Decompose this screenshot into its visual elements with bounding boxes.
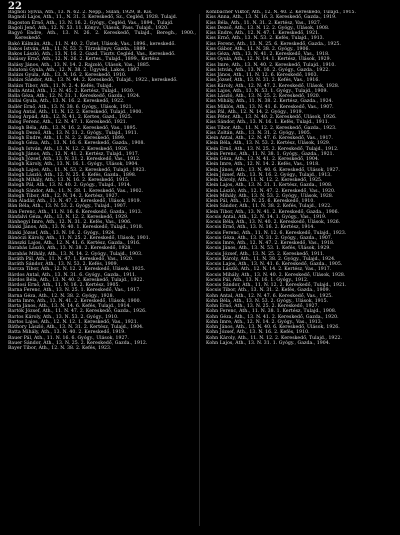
- directory-entry: Balatoni Gyula, Ath., 12. N. 38. 2. Ügyvéd, Lakos, 1897.: [8, 67, 141, 73]
- directory-entry: Kiss Ferenc, Ath., 13. N. 25. 6. Kereskedő, Gazda., 1925.: [206, 41, 341, 47]
- directory-entry: Balla Antal, Ath., 12. N. 45. 2. Kertész, Tulajd., 1930.: [8, 88, 135, 94]
- directory-entry: Kiss Sándor, Ath., 13. N. 16. 1. Kefés, Tulajd., 1911.: [206, 120, 330, 126]
- directory-entry: Kiss Anna, Ath., 13. N. 16. 3. Kereskedő, Gazda., 1919.: [206, 15, 337, 21]
- directory-entry: Barna Ferenc, Ath., 13. N. 25. 1. Kereskedő, Vas., 1917.: [8, 288, 141, 294]
- directory-entry: Bán Aladár, Ath., 13. N. 47. 2. Kereskedő, Ulások, 1919.: [8, 199, 142, 204]
- directory-entry: Baráth Pál, Ath., 11. N. 47. 1. Kereskedő, Vas., 1920.: [8, 256, 134, 262]
- directory-entry: Balogh László, Ath., 12. N. 25. 6. Kefés, Gazda., 1898.: [8, 172, 137, 178]
- directory-entry: Barta János, Ath., 13. N. 14. 6. Kefés, Tulajd., 1914.: [8, 304, 131, 309]
- directory-entry: Klein Antal, Ath., 12. N. 47. 6. Kereskedő, Vas., 1917.: [206, 136, 333, 141]
- directory-entry: Kiss Károly, Ath., 12. N. 47. 2. Kereskedő, Ulások, 1928.: [206, 83, 340, 89]
- directory-entry: Kiss Imre, Ath., 13. N. 40. 2. Kereskedő, Tulajd., 1910.: [206, 62, 336, 68]
- directory-entry: Bagnoli Sylvia, Ath., 13. N. 62. 2. Nepp., Sulan, 1929, B. Kis.: [8, 10, 153, 15]
- column-divider: [199, 14, 200, 526]
- directory-entry: Bagoli Jenő, Ath., 12. N. 53. 11. Könyv., Ulások, Pass. Tulajd., 1920.: [8, 25, 169, 31]
- directory-entry: Barta Imre, Ath., 13. N. 41. 2. Kereskedő, Ulások, 1900.: [8, 298, 142, 304]
- directory-entry: Kocsis Ernő, Ath., 13. N. 16. 2. Kertész, 1914.: [206, 225, 315, 231]
- directory-entry: Klein Lajos, Ath., 13. N. 31. 1. Kertész, Gazda., 1908.: [206, 183, 333, 189]
- directory-entry: Kiss Miklós, Ath., 13. N. 41. 6. Kereskedő, Vas., 1907.: [206, 104, 334, 110]
- directory-entry: Kiss Tibor, Ath., 11. N. 12. 2. Kereskedő, Gazda., 1923.: [206, 125, 337, 131]
- directory-entry: Balogh Károly, Ath., 13. N. 16. 1. Gyógy., Ulások, 1904.: [8, 162, 139, 168]
- directory-entry: Barabás Mihály, Ath., 13. N. 14. 2. Gyógy., Tulajd., 1903.: [8, 251, 143, 257]
- directory-entry: Balogh Pál, Ath., 13. N. 40. 2. Gyógy., Tulajd., 1914.: [8, 183, 132, 189]
- directory-entry: Kohn Ernő, Ath., 13. N. 25. 2. Kereskedő, 1927.: [206, 304, 320, 309]
- directory-entry: Balogh József, Ath., 13. N. 31. 2. Kereskedő, Vas., 1912.: [8, 157, 141, 162]
- directory-entry: Balázs Tibor, Ath., 11. N. 2. 4. Kefés, Tulajd.: [8, 83, 114, 89]
- directory-entry: Kohn Ferenc, Ath., 11. N. 38. 1. Kertész, Tulajd., 1908.: [206, 309, 337, 315]
- directory-entry: Barcza Tibor, Ath., 12. N. 12. 2. Kereskedő, Ulások, 1925.: [8, 267, 146, 273]
- directory-entry: Kocsis Lajos, Ath., 13. N. 41. 6. Kereskedő, Gazda., 1905.: [206, 262, 343, 267]
- directory-entry: Kiss Béla, Ath., 11. N. 31. 2. Kertész, Vas., 1927.: [206, 20, 322, 26]
- directory-entry: Bartók József, Ath., 11. N. 47. 2. Kereskedő, Gazda., 1926.: [8, 309, 147, 315]
- directory-entry: Kiss Endre, Ath., 12. N. 47. 1. Kereskedő, 1921.: [206, 31, 320, 36]
- directory-entry: Bartos Lajos, Ath., 12. N. 12. 1. Kereskedő, Vas., 1921.: [8, 319, 139, 325]
- directory-entry: Kiss József, Ath., 13. N. 31. 2. Kefés, Vas., 1916.: [206, 78, 320, 84]
- directory-entry: Klein Pál, Ath., 13. N. 25. 6. Kereskedő, 1910.: [206, 199, 315, 204]
- directory-entry: Kohn Károly, Ath., 11. N. 12. 2. Kereskedő, Tulajd., 1922.: [206, 335, 342, 341]
- directory-entry: Báthory László, Ath., 13. N. 31. 2. Kertész, Tulajd., 1904.: [8, 325, 144, 330]
- directory-entry: Kocsis Imre, Ath., 12. N. 47. 2. Kereskedő, Vas., 1918.: [206, 241, 335, 246]
- directory-entry: Baráth Sándor, Ath., 13. N. 53. 2. Kefés, 1909.: [8, 262, 119, 267]
- directory-entry: Klein Sándor, Ath., 11. N. 38. 2. Kefés, Tulajd., 1922.: [206, 204, 332, 210]
- directory-entry: Balogh Lajos, Ath., 11. N. 53. 2. Kereskedő, Tulajd., 1923.: [8, 167, 146, 173]
- directory-entry: Kohn Lajos, Ath., 13. N. 31. 1. Gyógy., Gazda., 1904.: [206, 340, 331, 346]
- directory-entry: Kiss István, Ath., 13. N. 16. 2. Gyógy., Gazda., 1922.: [206, 67, 330, 73]
- directory-entry: Kohn Imre, Ath., 12. N. 14. 2. Gyógy., Vas., 1913.: [206, 319, 323, 325]
- directory-entry: Kocsis Sándor, Ath., 11. N. 12. 2. Kereskedő, Tulajd., 1921.: [206, 283, 347, 288]
- directory-entry: Klein László, Ath., 12. N. 47. 2. Kereskedő, Vas., 1920.: [206, 188, 336, 194]
- directory-entry: Barna Géza, Ath., 12. N. 38. 2. Gyógy., 1928.: [8, 293, 115, 299]
- directory-entry: Bánfalvi Géza, Ath., 13. N. 12. 2. Kereskedő, 1929.: [8, 214, 129, 220]
- directory-entry: Kiss Pál, Ath., 12. N. 14. 2. Gyógy., 1919.: [206, 109, 304, 115]
- directory-entry: Klein Béla, Ath., 13. N. 53. 2. Kertész, Ulások, 1929.: [206, 141, 331, 147]
- directory-entry: Bagnoli Lajos, Ath., 11., N. 31. 3. Kereskedő, Sz., Cegléd, 1928. Tulajd.: [8, 15, 178, 21]
- directory-entry: Bauer Sándor, Ath., 13. N. 25. 2. Kereskedő, Gazda., 1912.: [8, 340, 148, 346]
- directory-entry: Barabás László, Ath., 13. N. 38. 2. Kereskedő, 1928.: [8, 246, 132, 252]
- directory-entry: Bakos László, Ath., 13. N. 16. 2. Gazd. Tisztv. Cegléd, Vas., Kereskedő.: [8, 52, 176, 57]
- directory-entry: Bartos Károly, Ath., 13. N. 53. 2. Gyógy., 1910.: [8, 314, 119, 320]
- directory-entry: Balogh Dezső, Ath., 13. N. 31. 2. Gyógy., Tulajd., 1911.: [8, 130, 139, 136]
- directory-entry: Balogh Endre, Ath., 11. N. 2. 2. Kereskedő, 1899.: [8, 136, 126, 141]
- directory-entry: Balogh Tibor, Ath., 12. N. 14. 2. Kertész, 1927.: [8, 193, 120, 199]
- directory-entry: Kiss Lajos, Ath., 13. N. 53. 1. Gyógy., Tulajd., 1909.: [206, 88, 328, 94]
- directory-entry: Kohn Béla, Ath., 13. N. 53. 2. Gyógy., Ulások, 1915.: [206, 298, 329, 304]
- directory-entry: Kohn Antal, Ath., 12. N. 47. 6. Kereskedő, Vas., 1925.: [206, 293, 333, 299]
- directory-entry: Kohn József, Ath., 13. N. 16. 2. Kefés, 1910.: [206, 330, 310, 336]
- directory-entry: Bayer Tibor, Ath., 12. N. 38. 2. Kefés, 1923.: [8, 346, 112, 351]
- directory-entry: Balog Árpád, Ath., 12. N. 41. 2. Kertes, Gazd., 1925.: [8, 115, 133, 120]
- directory-entry: Kiss Gábor, Ath., 11. N. 38. 2. Gyógy., 1906.: [206, 46, 310, 52]
- directory-entry: Kiss Gyula, Ath., 12. N. 14. 1. Kertész, Ulások, 1929.: [206, 57, 332, 63]
- directory-entry: Kiss Zoltán, Ath., 13. N. 31. 2. Gyógy., 1905.: [206, 130, 312, 136]
- directory-entry: Ballér Ernő, Ath., 13. N. 38. 6. Gyógy., Ulások, 1921.: [8, 104, 134, 110]
- directory-entry: Bagoston Ernő, Ath., 13. N. 16. 2. Gyógy., Cegléd, Vas., 1894., Tulajd.: [8, 20, 174, 26]
- directory-entry: Bánki József, Ath., 13. N. 16. 2. Gyógy., 1924.: [8, 230, 116, 236]
- directory-entry: Kocsis Antal, Ath., 12. N. 14. 1. Gyógy., Vas., 1919.: [206, 214, 327, 220]
- directory-entry: Kohn János, Ath., 13. N. 40. 6. Kereskedő, Ulások, 1926.: [206, 325, 340, 330]
- directory-entry: Klein Tibor, Ath., 13. N. 41. 2. Kereskedő, Gazda., 1906.: [206, 209, 340, 215]
- directory-entry: Balogh Béla, Ath., 13. N. 16. 2. Kereskedő, Vas., 1895.: [8, 125, 138, 131]
- directory-entry: Balázs Gyula, Ath., 13. N. 16. 2. Kereskedő, 1910.: [8, 73, 127, 78]
- directory-entry: Kiss Géza, Ath., 13. N. 41. 2. Kereskedő, Vas., 1918.: [206, 52, 330, 57]
- directory-entry: Kocsis László, Ath., 12. N. 14. 2. Kertész, Vas., 1917.: [206, 267, 332, 273]
- directory-entry: Kocsis Pál, Ath., 13. N. 16. 1. Gyógy., 1912.: [206, 277, 309, 283]
- directory-entry: Bárdosi Ernő, Ath., 11. N. 16. 2. Kertész, 1905.: [8, 283, 120, 288]
- directory-entry: Bán Béla, Ath., 13. N. 53. 2. Gyógy., Tulajd., 1907.: [8, 204, 128, 210]
- directory-entry: Kiss Mihály, Ath., 11. N. 38. 2. Kertész, Gazda., 1924.: [206, 99, 334, 105]
- directory-entry: Bakos István, Ath., 11. N. 53. 3. Törzskönyv, Gazda., 1889.: [8, 46, 147, 52]
- directory-entry: Kohlbacher Viktor, Ath., 12. N. 40. 2. Kereskedő, Tulajd., 1915.: [206, 10, 356, 15]
- directory-entry: Balogh István, Ath., 13. N. 12. 2. Kereskedő, 1926.: [8, 146, 129, 152]
- directory-entry: Kocsis Tibor, Ath., 13. N. 31. 2. Kefés, Gazda., 1909.: [206, 288, 331, 294]
- directory-entry: Bagyó Endre, Ath., 13. N. 26. 2. Kereskedő, Tulajd., Beregh., 1900., Kereskedő.: [8, 31, 196, 42]
- directory-entry: Batta Mihály, Ath., 13. N. 40. 2. Kereskedő, 1919.: [8, 330, 126, 336]
- directory-entry: Kocsis Ferenc, Ath., 11. N. 12. 6. Kereskedő, Tulajd., 1923.: [206, 230, 347, 236]
- directory-entry: Balogh Sándor, Ath., 11. N. 38. 1. Kereskedő, Vas., 1902.: [8, 188, 144, 194]
- directory-entry: Bán Ferenc, Ath., 11. N. 16. 6. Kereskedő, Gazda., 1913.: [8, 209, 143, 215]
- directory-entry: Klein Géza, Ath., 13. N. 41. 2. Kereskedő, 1904.: [206, 157, 320, 162]
- right-column: [206, 10, 394, 530]
- directory-entry: Kiss János, Ath., 11. N. 12. 6. Kereskedő, 1903.: [206, 73, 319, 78]
- directory-entry: Bakó Kálmán, Ath., 11. N. 40. 2. Üzlet, Ulások, Vas., 1896., kereskedő.: [8, 41, 176, 47]
- directory-entry: Kocsis Károly, Ath., 11. N. 38. 2. Gyógy., Tulajd., 1924.: [206, 256, 336, 262]
- directory-entry: Klein Imre, Ath., 12. N. 14. 2. Kefés, Vas., 1918.: [206, 162, 320, 168]
- directory-entry: Bánki János, Ath., 13. N. 40. 1. Kereskedő, Tulajd., 1918.: [8, 225, 144, 231]
- directory-entry: Kohn Géza, Ath., 13. N. 41. 2. Kereskedő, Gazda., 1920.: [206, 314, 339, 320]
- directory-entry: Balogh Mihály, Ath., 13. N. 16. 2. Kereskedő, 1915.: [8, 178, 130, 183]
- directory-entry: Bárdos Béla, Ath., 13. N. 40. 2. Kereskedő, Tulajd., 1922.: [8, 277, 144, 283]
- directory-entry: Bárdos Antal, Ath., 13. N. 31. 6. Gyógy., Gazda., 1911.: [8, 272, 137, 278]
- directory-entry: Klein József, Ath., 13. N. 16. 2. Gyógy., Tulajd., 1913.: [206, 172, 332, 178]
- directory-entry: Kocsis Géza, Ath., 13. N. 31. 2. Gyógy., Gazda., 1907.: [206, 235, 333, 241]
- directory-entry: Bállai Gyula, Ath., 13. N. 16. 2. Kereskedő, 1922.: [8, 99, 125, 105]
- directory-entry: Kocsis Mihály, Ath., 13. N. 40. 2. Kereskedő, Ulások, 1928.: [206, 272, 346, 278]
- directory-entry: Klein János, Ath., 13. N. 40. 6. Kereskedő, Ulások, 1927.: [206, 167, 340, 173]
- directory-entry: Balogh Géza, Ath., 13. N. 16. 6. Kereskedő, Gazda., 1908.: [8, 141, 145, 147]
- directory-entry: Kocsis János, Ath., 13. N. 53. 1. Kefés, Ulások, 1929.: [206, 246, 331, 252]
- directory-entry: Kiss Dezső, Ath., 13. N. 12. 2. Gyógy., Ulások, 1908.: [206, 25, 330, 31]
- directory-entry: Klein Ferenc, Ath., 11. N. 38. 1. Gyógy., Gazda., 1921.: [206, 151, 335, 157]
- directory-entry: Kiss Ernő, Ath., 13. N. 53. 2. Kefés, Tulajd., 1913.: [206, 36, 325, 42]
- directory-entry: Klein Károly, Ath., 11. N. 12. 2. Kereskedő, 1925.: [206, 178, 323, 183]
- directory-entry: Kiss Péter, Ath., 13. N. 40. 2. Kereskedő, Ulások, 1926.: [206, 115, 337, 120]
- directory-entry: Balogh János, Ath., 12. N. 41. 2. Kertész, Tulajd., 1917.: [8, 151, 140, 157]
- directory-entry: Kiss László, Ath., 13. N. 25. 2. Kereskedő, 1920.: [206, 94, 321, 99]
- directory-entry: Balásy János, Ath., 13. N. 14. 2. Rajzoló, Ulások, Vas., 1885.: [8, 62, 151, 68]
- directory-entry: Bauer Pál, Ath., 11. N. 16. 6. Gyógy., Ulások, 1927.: [8, 335, 129, 341]
- directory-entry: Bánszki Lajos, Ath., 12. N. 41. 6. Kertész, Gazda., 1916.: [8, 241, 141, 246]
- directory-entry: Kocsis József, Ath., 13. N. 25. 2. Kereskedő, 1911.: [206, 251, 325, 257]
- directory-entry: Balog Antal, Ath., 11. N. 12. 2. Kereskedő, Tulajd., 1900.: [8, 109, 143, 115]
- directory-entry: Balog Ferenc, Ath., 12. N. 47. 1. Kereskedő, 1921.: [8, 120, 128, 126]
- directory-entry: Klein Mihály, Ath., 13. N. 53. 2. Gyógy., Ulások, 1928.: [206, 193, 334, 199]
- directory-entry: Klein Ernő, Ath., 13. N. 25. 2. Kereskedő, Tulajd., 1912.: [206, 146, 339, 152]
- directory-entry: Balla Géza, Ath., 12. N. 31. 1. Kereskedő, Gazda., 1924.: [8, 94, 141, 99]
- directory-entry: Balázs Sándor, Ath., 13. N. 44. 2. Kereskedő, Tulajd., 1922., kereskedő.: [8, 78, 178, 84]
- left-column: [8, 10, 196, 530]
- directory-entry: Balássy Ernő, Ath., 12. N. 26. 2. Kertes., Tulajd., 1899., Kertész.: [8, 57, 161, 63]
- directory-entry: Kocsis Béla, Ath., 13. N. 40. 2. Kereskedő, Ulások, 1926.: [206, 220, 341, 225]
- directory-entry: Bánóczi Károly, Ath., 11. N. 25. 2. Kereskedő, Ulások, 1901.: [8, 235, 151, 241]
- page-number: 22: [8, 1, 22, 12]
- directory-entry: Bánhegyi Imre, Ath., 12. N. 31. 2. Kefés, Vas., 1906.: [8, 220, 132, 225]
